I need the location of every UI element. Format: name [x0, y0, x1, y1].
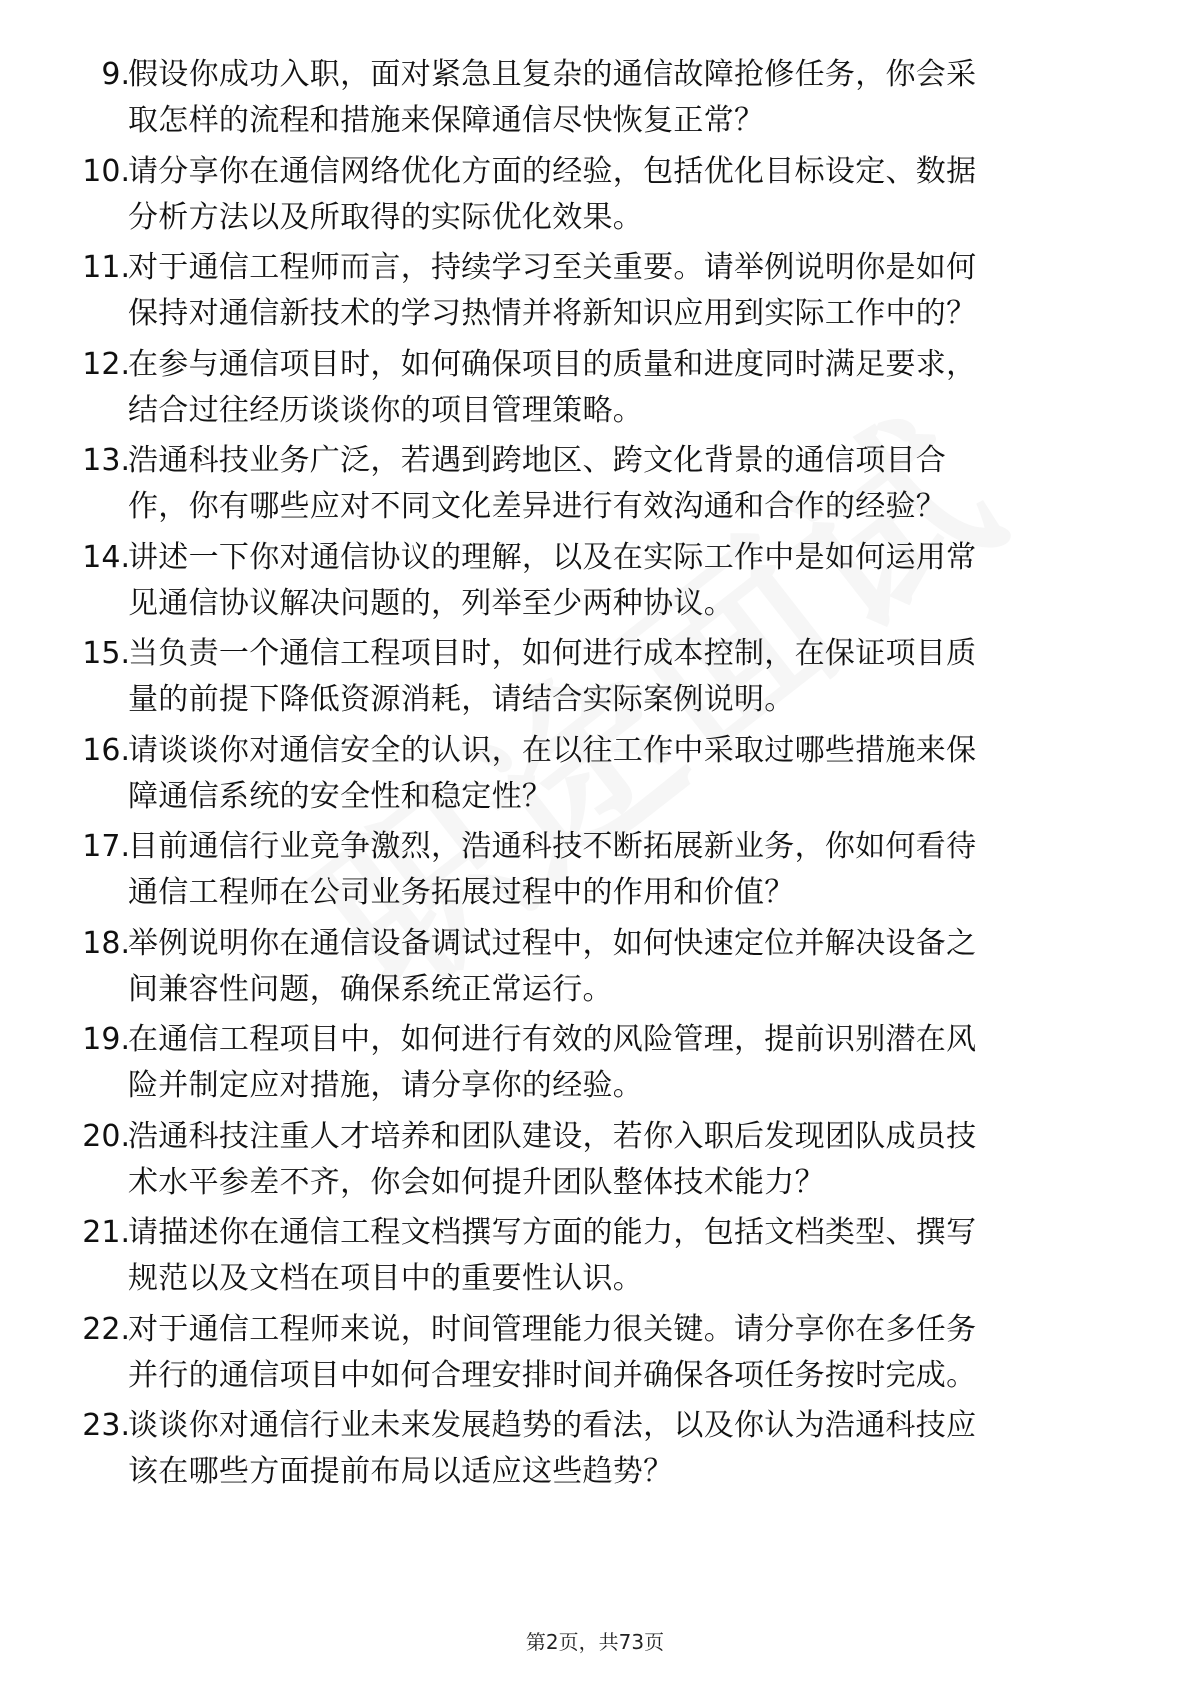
question-text — [128, 342, 1128, 434]
question-item — [0, 1210, 1190, 1310]
question-line: 通信工程师在公司业务拓展过程中的作用和价值？ — [128, 875, 795, 910]
question-item — [0, 1017, 1190, 1117]
question-line: 请描述你在通信工程文档撰写方面的能力，包括文档类型、撰写 — [128, 1215, 977, 1250]
question-item — [0, 921, 1190, 1021]
question-line: 作，你有哪些应对不同文化差异进行有效沟通和合作的经验？ — [128, 489, 947, 524]
question-item — [0, 1403, 1190, 1503]
question-item — [0, 52, 1190, 152]
question-item — [0, 728, 1190, 828]
question-line: 并行的通信项目中如何合理安排时间并确保各项任务按时完成。 — [128, 1358, 977, 1393]
question-line: 讲述一下你对通信协议的理解，以及在实际工作中是如何运用常 — [128, 540, 977, 575]
question-number: 14. — [82, 540, 130, 575]
question-text — [128, 1017, 1128, 1109]
question-number: 10. — [82, 154, 130, 189]
page-number-label: 第2页，共73页 — [525, 1630, 665, 1654]
question-text — [128, 1307, 1128, 1399]
question-line: 在通信工程项目中，如何进行有效的风险管理，提前识别潜在风 — [128, 1022, 977, 1057]
question-text — [128, 1403, 1128, 1495]
question-number: 22. — [82, 1312, 130, 1347]
question-number: 18. — [82, 926, 130, 961]
question-item — [0, 438, 1190, 538]
question-line: 取怎样的流程和措施来保障通信尽快恢复正常？ — [128, 103, 765, 138]
question-line: 请谈谈你对通信安全的认识，在以往工作中采取过哪些措施来保 — [128, 733, 977, 768]
question-line: 该在哪些方面提前布局以适应这些趋势？ — [128, 1454, 674, 1489]
question-line: 结合过往经历谈谈你的项目管理策略。 — [128, 393, 644, 428]
question-number: 16. — [82, 733, 130, 768]
question-line: 举例说明你在通信设备调试过程中，如何快速定位并解决设备之 — [128, 926, 977, 961]
question-line: 见通信协议解决问题的，列举至少两种协议。 — [128, 586, 734, 621]
question-text — [128, 245, 1128, 337]
question-text — [128, 921, 1128, 1013]
page-footer — [0, 1626, 1190, 1655]
question-line: 谈谈你对通信行业未来发展趋势的看法，以及你认为浩通科技应 — [128, 1408, 977, 1443]
question-line: 浩通科技注重人才培养和团队建设，若你入职后发现团队成员技 — [128, 1119, 977, 1154]
question-line: 在参与通信项目时，如何确保项目的质量和进度同时满足要求， — [128, 347, 977, 382]
question-item — [0, 1114, 1190, 1214]
question-line: 险并制定应对措施，请分享你的经验。 — [128, 1068, 644, 1103]
question-line: 分析方法以及所取得的实际优化效果。 — [128, 200, 644, 235]
question-number: 20. — [82, 1119, 130, 1154]
question-line: 目前通信行业竞争激烈，浩通科技不断拓展新业务，你如何看待 — [128, 829, 977, 864]
question-item — [0, 1307, 1190, 1407]
question-text — [128, 535, 1128, 627]
question-number: 23. — [82, 1408, 130, 1443]
question-number: 11. — [82, 250, 130, 285]
question-number: 17. — [82, 829, 130, 864]
question-line: 术水平参差不齐，你会如何提升团队整体技术能力？ — [128, 1165, 825, 1200]
question-line: 浩通科技业务广泛，若遇到跨地区、跨文化背景的通信项目合 — [128, 443, 947, 478]
question-text — [128, 728, 1128, 820]
question-item — [0, 535, 1190, 635]
question-item — [0, 824, 1190, 924]
question-line: 假设你成功入职，面对紧急且复杂的通信故障抢修任务，你会采 — [128, 57, 977, 92]
question-item — [0, 149, 1190, 249]
question-text — [128, 52, 1128, 144]
question-line: 量的前提下降低资源消耗，请结合实际案例说明。 — [128, 682, 795, 717]
question-number: 12. — [82, 347, 130, 382]
question-number: 13. — [82, 443, 130, 478]
question-number: 15. — [82, 636, 130, 671]
question-text — [128, 824, 1128, 916]
question-line: 规范以及文档在项目中的重要性认识。 — [128, 1261, 644, 1296]
question-line: 障通信系统的安全性和稳定性？ — [128, 779, 553, 814]
question-item — [0, 245, 1190, 345]
question-line: 当负责一个通信工程项目时，如何进行成本控制，在保证项目质 — [128, 636, 977, 671]
question-text — [128, 438, 1128, 530]
question-text — [128, 149, 1128, 241]
question-item — [0, 342, 1190, 442]
question-text — [128, 631, 1128, 723]
question-line: 保持对通信新技术的学习热情并将新知识应用到实际工作中的？ — [128, 296, 977, 331]
question-item — [0, 631, 1190, 731]
question-line: 对于通信工程师而言，持续学习至关重要。请举例说明你是如何 — [128, 250, 977, 285]
question-number: 19. — [82, 1022, 130, 1057]
question-line: 请分享你在通信网络优化方面的经验，包括优化目标设定、数据 — [128, 154, 977, 189]
question-line: 对于通信工程师来说，时间管理能力很关键。请分享你在多任务 — [128, 1312, 977, 1347]
question-number: 9. — [101, 57, 130, 92]
question-text — [128, 1114, 1128, 1206]
question-line: 间兼容性问题，确保系统正常运行。 — [128, 972, 613, 1007]
question-text — [128, 1210, 1128, 1302]
question-number: 21. — [82, 1215, 130, 1250]
